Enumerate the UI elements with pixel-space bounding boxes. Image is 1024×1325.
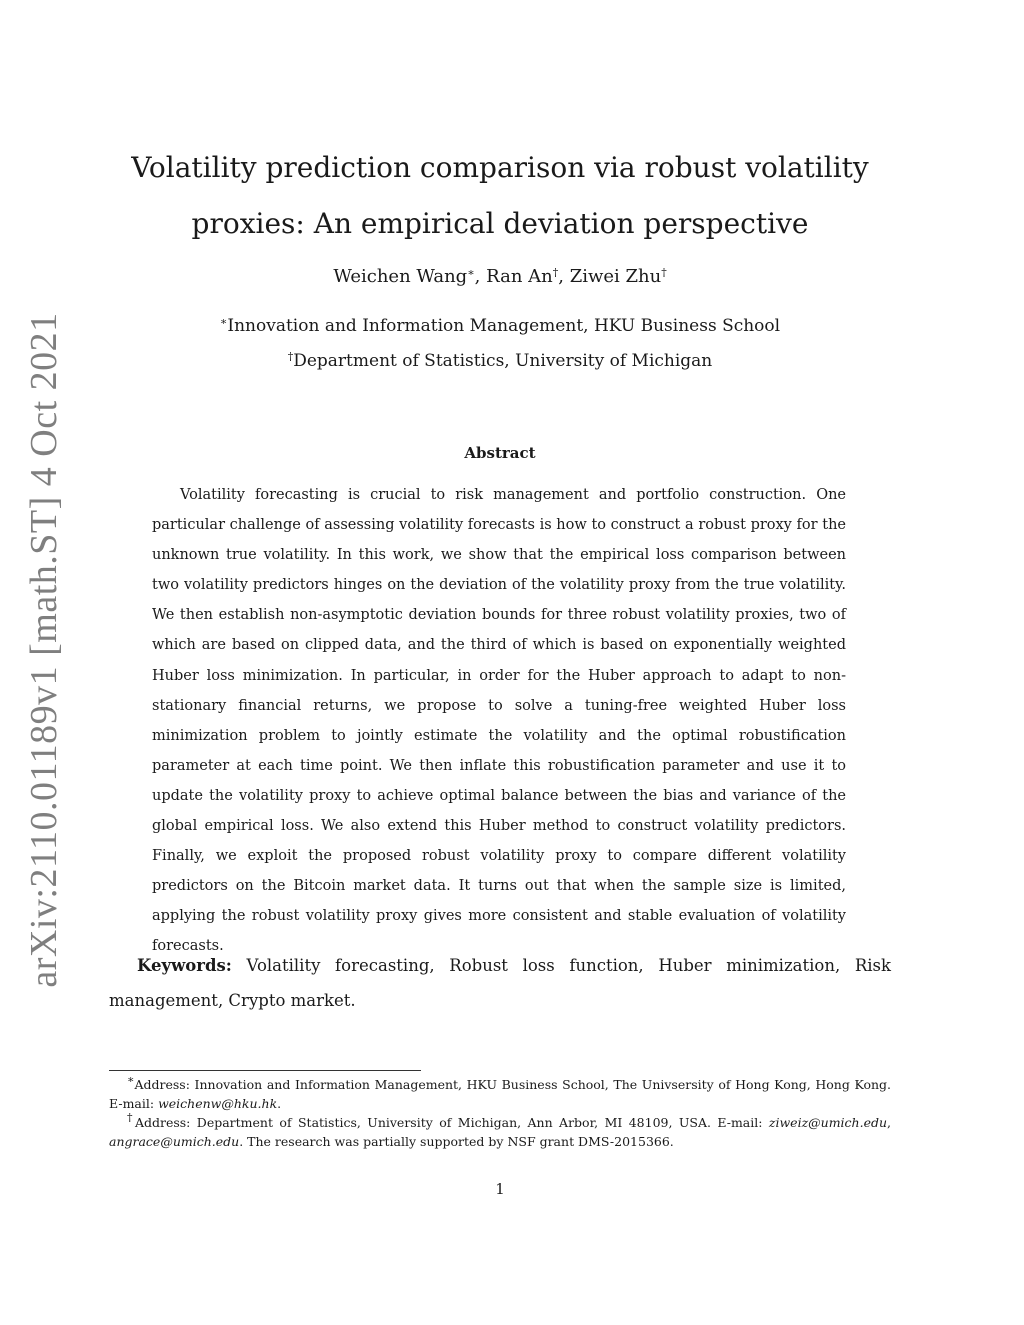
footnote-separator: , (887, 1115, 892, 1130)
affiliation-mark: ∗ (219, 315, 228, 328)
abstract-heading: Abstract (464, 444, 536, 462)
affiliation-mark: † (287, 350, 294, 363)
affiliation-text: Department of Statistics, University of Michigan (293, 351, 713, 371)
footnote (109, 1073, 891, 1113)
author-separator: , (474, 266, 487, 287)
author-mark: ∗ (467, 266, 475, 279)
footnote-tail: . The research was partially supported by NSF grant DMS-2015366. (239, 1133, 674, 1149)
footnote-mark: ∗ (127, 1073, 135, 1086)
footnote-email[interactable]: angrace@umich.edu (109, 1133, 240, 1149)
author-name: Ran An (486, 266, 553, 287)
author-mark: † (552, 266, 559, 279)
footnote (109, 1111, 892, 1151)
keywords (109, 948, 891, 1018)
arxiv-sidebar-stamp: arXiv:2110.01189v1 [math.ST] 4 Oct 2021 (23, 312, 65, 988)
paper-title: Volatility prediction comparison via robust volatility proxies: An empirical deviation perspective (131, 151, 869, 240)
footnote-mark: † (127, 1111, 135, 1124)
author-mark: † (661, 266, 667, 279)
footnote-text: Address: Department of Statistics, University of Michigan, Ann Arbor, MI 48109, USA. E-mail: (134, 1115, 769, 1130)
footnote-text: Address: Innovation and Information Management, HKU Business School, The Univsersity of Hong Kong, Hong Kong. E-mail: (109, 1077, 891, 1111)
author-list (110, 266, 890, 287)
affiliation-text: Innovation and Information Management, HKU Business School (227, 316, 781, 336)
affiliation (110, 316, 890, 336)
affiliation (110, 351, 890, 371)
page-number: 1 (495, 1180, 505, 1198)
abstract-body: Volatility forecasting is crucial to risk management and portfolio construction. One particular challenge of assessing volatility forecasts is how to construct a robust proxy for the unknown true volatility. In this work, we show that the empirical loss comparison between two volatility predictors hinges on the deviation of the volatility proxy from the true volatility. We then establish non-asymptotic deviation bounds for three robust volatility proxies, two of which are based on clipped data, and the third of which is based on exponentially weighted Huber loss minimization. In particular, in order for the Huber approach to adapt to non-stationary financial returns, we propose to solve a tuning-free weighted Huber loss minimization problem to jointly estimate the volatility and the optimal robustification parameter at each time point. We then inflate this robustification parameter and use it to update the volatility proxy to achieve optimal balance between the bias and variance of the global empirical loss. We also extend this Huber method to construct volatility predictors. Finally, we exploit the proposed robust volatility proxy to compare different volatility predictors on the Bitcoin market data. It turns out that when the sample size is limited, applying the robust volatility proxy gives more consistent and stable evaluation of volatility forecasts. (152, 487, 846, 955)
footnote-email[interactable]: weichenw@hku.hk (158, 1095, 278, 1111)
author-separator: , (558, 266, 570, 287)
keywords-label: Keywords: (137, 956, 232, 975)
footnote-divider (109, 1070, 421, 1071)
keywords-text: Volatility forecasting, Robust loss function, Huber minimization, Risk management, Crypto market. (109, 956, 892, 1010)
footnote-email[interactable]: ziweiz@umich.edu (768, 1115, 888, 1130)
author-name: Ziwei Zhu (569, 266, 662, 287)
footnote-tail: . (277, 1095, 282, 1111)
author-name: Weichen Wang (333, 266, 468, 287)
